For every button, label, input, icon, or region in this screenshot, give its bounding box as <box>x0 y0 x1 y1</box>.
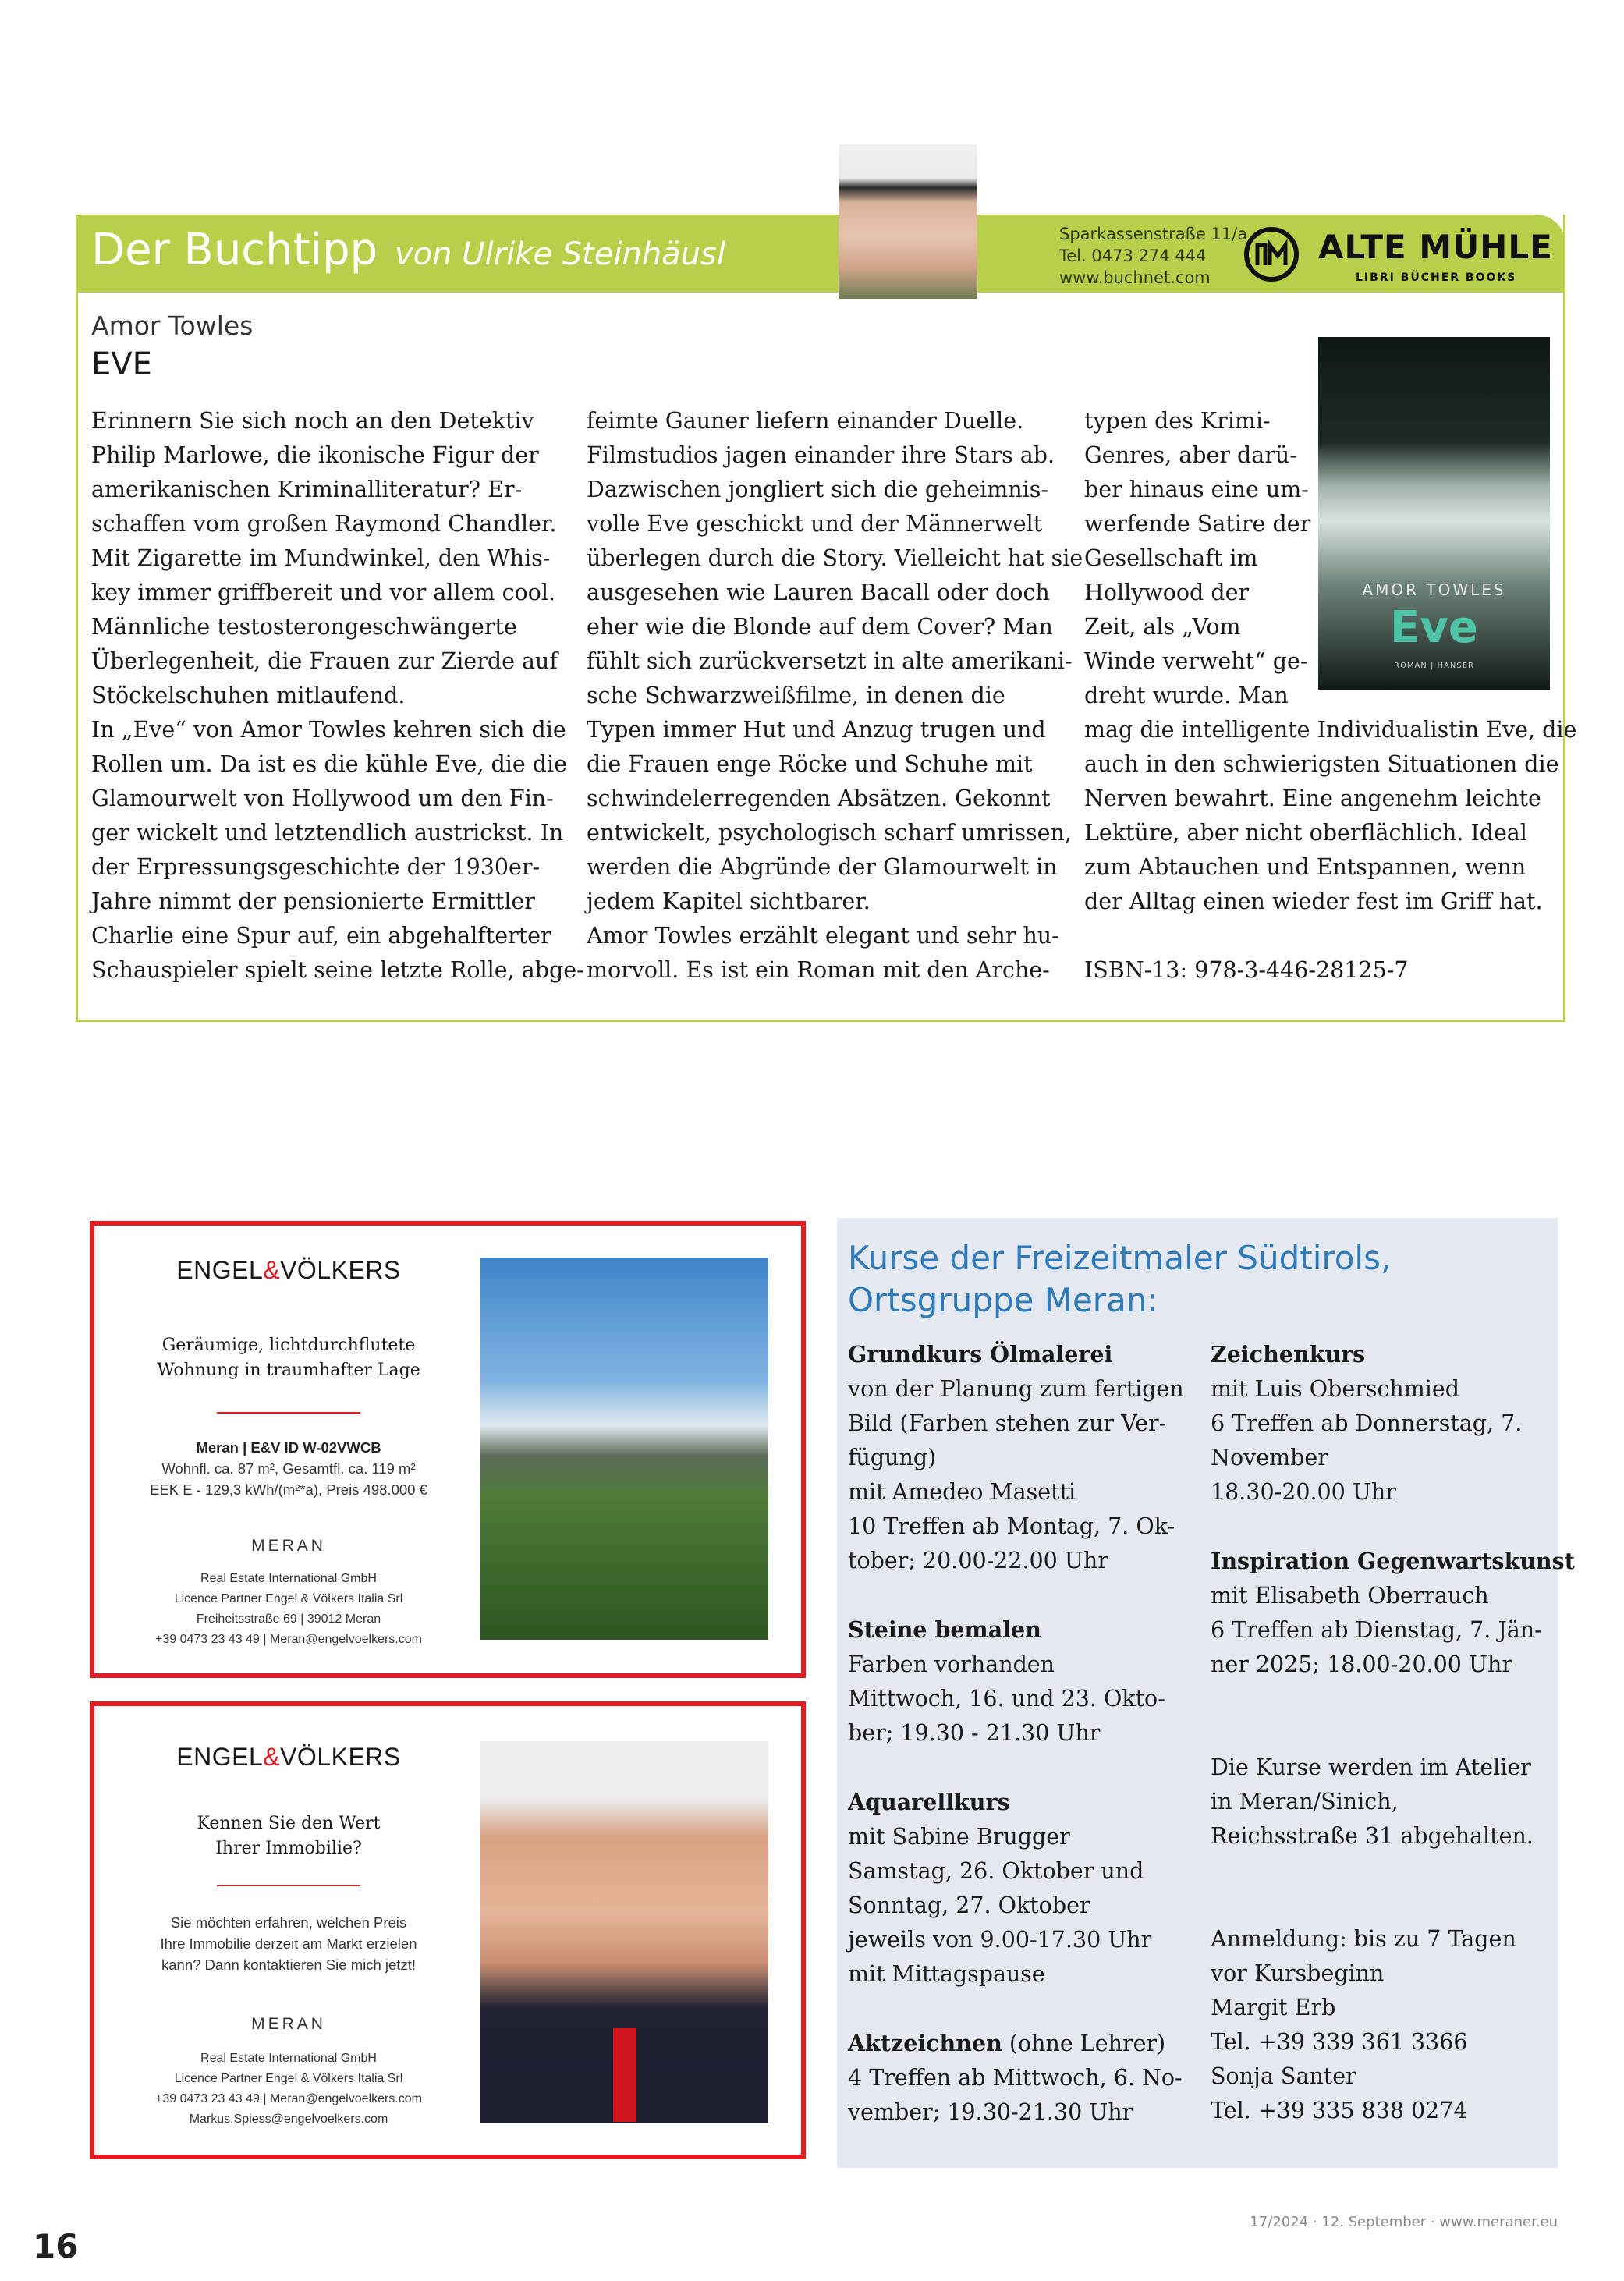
kurse-text: Reichsstraße 31 abgehalten. <box>1211 1823 1534 1849</box>
ad2-city: MERAN <box>251 2015 326 2033</box>
ad2-detail-line: kann? Dann kontaktieren Sie mich jetzt! <box>161 1956 416 1973</box>
review-line: key immer griffbereit und vor allem cool. <box>91 580 556 605</box>
cover-title: Eve <box>1390 602 1478 653</box>
kurse-line <box>1211 1613 1554 1648</box>
buchtipp-byline: von Ulrike Steinhäusl <box>395 236 725 272</box>
review-line: Dazwischen jongliert sich die geheimnis- <box>587 477 1049 502</box>
kurse-text: mit Amedeo Masetti <box>848 1479 1076 1505</box>
review-line: Männliche testosterongeschwängerte <box>91 614 517 640</box>
review-line: sche Schwarzweißfilme, in denen die <box>587 683 1005 708</box>
ad2-brand-b: VÖLKERS <box>280 1743 401 1771</box>
ad1-contact-line[interactable]: +39 0473 23 43 49 | Meran@engelvoelkers.com <box>155 1633 422 1646</box>
kurse-text: fügung) <box>848 1445 937 1470</box>
review-line: Amor Towles erzählt elegant und sehr hu- <box>587 923 1059 949</box>
kurse-text: 6 Treffen ab Dienstag, 7. Jän- <box>1211 1617 1542 1643</box>
kurse-line <box>1211 2059 1554 2094</box>
kurse-course-heading: Steine bemalen <box>848 1616 1041 1643</box>
cover-publisher: ROMAN | HANSER <box>1394 662 1474 670</box>
ad1-headline-line: Wohnung in traumhafter Lage <box>157 1360 420 1380</box>
review-line: werfende Satire der <box>1084 511 1311 537</box>
kurse-line <box>848 1716 1191 1751</box>
kurse-text: (ohne Lehrer) <box>1002 2031 1166 2056</box>
kurse-line <box>848 1889 1191 1923</box>
ad2-contact-line[interactable]: +39 0473 23 43 49 | Meran@engelvoelkers.com <box>155 2092 422 2105</box>
kurse-line <box>1211 2094 1554 2128</box>
kurse-column-1 <box>848 1337 1191 2130</box>
cover-author: AMOR TOWLES <box>1362 580 1506 599</box>
review-line: Philip Marlowe, die ikonische Figur der <box>91 442 539 468</box>
review-line: Rollen um. Da ist es die kühle Eve, die die <box>91 751 568 777</box>
kurse-line <box>848 2061 1191 2095</box>
kurse-text: Samstag, 26. Oktober und <box>848 1858 1144 1884</box>
kurse-text: jeweils von 9.00-17.30 Uhr <box>848 1927 1152 1953</box>
kurse-line <box>848 1785 1191 1820</box>
shop-subtitle: LIBRI BÜCHER BOOKS <box>1356 271 1517 284</box>
kurse-course-heading: Aktzeichnen <box>848 2030 1002 2056</box>
kurse-text: mit Mittagspause <box>848 1961 1045 1987</box>
review-line: Lektüre, aber nicht oberflächlich. Ideal <box>1084 820 1527 846</box>
review-column-2 <box>587 404 1083 988</box>
shop-address <box>1059 223 1247 289</box>
kurse-text: Sonntag, 27. Oktober <box>848 1893 1090 1918</box>
kurse-line <box>848 1612 1191 1648</box>
kurse-text: Margit Erb <box>1211 1995 1336 2020</box>
kurse-text: Tel. +39 339 361 3366 <box>1211 2029 1468 2055</box>
review-line: schwindelerregenden Absätzen. Gekonnt <box>587 786 1051 811</box>
review-line: Charlie eine Spur auf, ein abgehalfterter <box>91 923 551 949</box>
kurse-line <box>848 1648 1191 1682</box>
ad2-details <box>117 1912 460 1975</box>
kurse-line <box>1211 1819 1554 1854</box>
kurse-text: tober; 20.00-22.00 Uhr <box>848 1548 1108 1573</box>
ad1-contact-line: Freiheitsstraße 69 | 39012 Meran <box>196 1612 381 1626</box>
kurse-text: von der Planung zum fertigen <box>848 1376 1184 1402</box>
kurse-line <box>848 1854 1191 1889</box>
review-line: eher wie die Blonde auf dem Cover? Man <box>587 614 1053 640</box>
shop-street: Sparkassenstraße 11/a <box>1059 225 1248 243</box>
kurse-course-heading: Zeichenkurs <box>1211 1341 1366 1368</box>
ad2-detail-line: Ihre Immobilie derzeit am Markt erzielen <box>160 1935 417 1952</box>
kurse-line <box>848 1441 1191 1475</box>
kurse-text: Farben vorhanden <box>848 1651 1055 1677</box>
kurse-course-heading: Aquarellkurs <box>848 1789 1010 1815</box>
kurse-text: vor Kursbeginn <box>1211 1960 1385 1986</box>
review-line: werden die Abgründe der Glamourwelt in <box>587 854 1058 880</box>
review-line: fühlt sich zurückversetzt in alte amerikani- <box>587 648 1073 674</box>
kurse-line <box>1211 1648 1554 1682</box>
ad2-agent-tie <box>613 2028 636 2122</box>
review-line: Zeit, als „Vom <box>1084 614 1241 640</box>
review-line: feimte Gauner liefern einander Duelle. <box>587 408 1024 434</box>
ad2-headline-line: Ihrer Immobilie? <box>215 1839 362 1858</box>
review-line: ger wickelt und letztendlich austrickst. In <box>91 820 564 846</box>
ad2-headline <box>117 1811 460 1861</box>
shop-phone: Tel. 0473 274 444 <box>1059 247 1207 265</box>
kurse-text: mit Sabine Brugger <box>848 1824 1070 1850</box>
kurse-line <box>848 1407 1191 1441</box>
review-line: der Erpressungsgeschichte der 1930er- <box>91 854 541 880</box>
shop-name: ALTE MÜHLE <box>1318 228 1553 266</box>
kurse-text: Tel. +39 335 838 0274 <box>1211 2098 1468 2123</box>
ad1-brand-logo <box>117 1256 460 1285</box>
kurse-line <box>1211 1475 1554 1509</box>
ad1-listing-id: Meran | E&V ID W-02VWCB <box>196 1439 381 1456</box>
buchtipp-title <box>91 225 725 275</box>
kurse-line <box>848 1751 1191 1785</box>
ad2-divider <box>217 1885 360 1886</box>
page-number: 16 <box>33 2227 79 2265</box>
review-line: Gesellschaft im <box>1084 545 1258 571</box>
review-line: mag die intelligente Individualistin Eve, die <box>1084 717 1577 743</box>
kurse-line <box>1211 1751 1554 1785</box>
kurse-line <box>848 1337 1191 1372</box>
review-line: Hollywood der <box>1084 580 1250 605</box>
kurse-text: Anmeldung: bis zu 7 Tagen <box>1211 1926 1516 1952</box>
ad1-brand-a: ENGEL <box>176 1256 264 1284</box>
ad1-brand-amp: & <box>263 1256 281 1284</box>
kurse-course-heading: Grundkurs Ölmalerei <box>848 1341 1113 1368</box>
buchtipp-title-text: Der Buchtipp <box>91 225 378 275</box>
kurse-line <box>1211 1407 1554 1441</box>
ad1-landscape-photo <box>480 1258 768 1640</box>
kurse-line <box>848 1820 1191 1854</box>
kurse-line <box>848 1578 1191 1612</box>
kurse-line <box>848 1372 1191 1407</box>
review-line: dreht wurde. Man <box>1084 683 1289 708</box>
kurse-text: mit Elisabeth Oberrauch <box>1211 1583 1489 1609</box>
review-line: typen des Krimi- <box>1084 408 1271 434</box>
review-line: zum Abtauchen und Entspannen, wenn <box>1084 854 1526 880</box>
book-title: EVE <box>91 346 152 382</box>
kurse-line <box>1211 1888 1554 1922</box>
kurse-line <box>1211 1956 1554 1991</box>
book-isbn: ISBN-13: 978-3-446-28125-7 <box>1084 957 1409 983</box>
kurse-text: November <box>1211 1445 1328 1470</box>
ad1-contact <box>117 1569 460 1650</box>
kurse-text: Mittwoch, 16. und 23. Okto- <box>848 1686 1165 1712</box>
ad2-contact-line: Licence Partner Engel & Völkers Italia Srl <box>174 2072 403 2085</box>
review-line: ber hinaus eine um- <box>1084 477 1309 502</box>
ad1-headline-line: Geräumige, lichtdurchflutete <box>161 1336 416 1355</box>
kurse-line <box>848 1475 1191 1509</box>
review-line: Genres, aber darü- <box>1084 442 1297 468</box>
kurse-text: 10 Treffen ab Montag, 7. Ok- <box>848 1513 1175 1539</box>
ad2-detail-line: Sie möchten erfahren, welchen Preis <box>170 1914 407 1931</box>
ad2-contact-line[interactable]: Markus.Spiess@engelvoelkers.com <box>189 2112 388 2126</box>
kurse-line <box>1211 1579 1554 1613</box>
ad2-brand-a: ENGEL <box>176 1743 264 1771</box>
review-line: morvoll. Es ist ein Roman mit den Arche- <box>587 957 1050 983</box>
kurse-line <box>848 1957 1191 1992</box>
review-line: Glamourwelt von Hollywood um den Fin- <box>91 786 554 811</box>
kurse-line <box>1211 2025 1554 2059</box>
review-line: Winde verweht“ ge- <box>1084 648 1308 674</box>
kurse-text: mit Luis Oberschmied <box>1211 1376 1460 1402</box>
kurse-text: 18.30-20.00 Uhr <box>1211 1479 1396 1505</box>
kurse-title <box>848 1237 1391 1321</box>
kurse-text: Sonja Santer <box>1211 2063 1356 2089</box>
kurse-text: Die Kurse werden im Atelier <box>1211 1754 1531 1780</box>
kurse-line <box>1211 1509 1554 1544</box>
ad1-city: MERAN <box>251 1537 326 1555</box>
kurse-line <box>1211 1716 1554 1751</box>
shop-website[interactable]: www.buchnet.com <box>1059 268 1211 287</box>
kurse-line <box>1211 1372 1554 1407</box>
review-line: ausgesehen wie Lauren Bacall oder doch <box>587 580 1050 605</box>
kurse-text: ner 2025; 18.00-20.00 Uhr <box>1211 1651 1512 1677</box>
kurse-line <box>848 2095 1191 2130</box>
book-author: Amor Towles <box>91 310 254 341</box>
kurse-line <box>848 2026 1191 2061</box>
review-line: In „Eve“ von Amor Towles kehren sich die <box>91 717 566 743</box>
kurse-line <box>1211 1441 1554 1475</box>
kurse-line <box>1211 1785 1554 1819</box>
review-line: Filmstudios jagen einander ihre Stars ab. <box>587 442 1055 468</box>
kurse-line <box>1211 1854 1554 1888</box>
kurse-line <box>1211 1544 1575 1579</box>
ad2-contact <box>117 2049 460 2130</box>
kurse-line <box>848 1923 1191 1957</box>
kurse-text: 6 Treffen ab Donnerstag, 7. <box>1211 1410 1523 1436</box>
ad1-detail-line: Wohnfl. ca. 87 m², Gesamtfl. ca. 119 m² <box>161 1460 416 1477</box>
kurse-title-line: Ortsgruppe Meran: <box>848 1281 1158 1319</box>
review-line: Mit Zigarette im Mundwinkel, den Whis- <box>91 545 551 571</box>
kurse-text: ber; 19.30 - 21.30 Uhr <box>848 1720 1101 1746</box>
kurse-text: 4 Treffen ab Mittwoch, 6. No- <box>848 2065 1183 2091</box>
footer-issue-info: 17/2024 · 12. September · www.meraner.eu <box>1250 2214 1558 2230</box>
review-line: Typen immer Hut und Anzug trugen und <box>587 717 1046 743</box>
ad1-details <box>117 1437 460 1500</box>
ad1-headline <box>117 1333 460 1383</box>
kurse-line <box>1211 1682 1554 1716</box>
review-line: Schauspieler spielt seine letzte Rolle, abge- <box>91 957 584 983</box>
review-line: schaffen vom großen Raymond Chandler. <box>91 511 557 537</box>
kurse-line <box>1211 1991 1554 2025</box>
reviewer-photo <box>839 144 977 299</box>
review-line: amerikanischen Kriminalliteratur? Er- <box>91 477 523 502</box>
review-line: Überlegenheit, die Frauen zur Zierde auf <box>91 648 558 674</box>
ad1-detail-line: EEK E - 129,3 kWh/(m²*a), Preis 498.000 € <box>150 1481 427 1498</box>
kurse-line <box>1211 1337 1554 1372</box>
review-line: entwickelt, psychologisch scharf umrissen, <box>587 820 1072 846</box>
review-line: jedem Kapitel sichtbarer. <box>587 889 871 914</box>
kurse-line <box>848 1682 1191 1716</box>
ad1-contact-line: Licence Partner Engel & Völkers Italia Srl <box>174 1592 403 1605</box>
kurse-title-line: Kurse der Freizeitmaler Südtirols, <box>848 1239 1392 1277</box>
kurse-text: in Meran/Sinich, <box>1211 1789 1399 1815</box>
review-line: der Alltag einen wieder fest im Griff hat. <box>1084 889 1543 914</box>
review-line: Erinnern Sie sich noch an den Detektiv <box>91 408 534 434</box>
review-line: volle Eve geschickt und der Männerwelt <box>587 511 1043 537</box>
review-line: die Frauen enge Röcke und Schuhe mit <box>587 751 1033 777</box>
kurse-line <box>848 1992 1191 2026</box>
kurse-line <box>848 1509 1191 1544</box>
kurse-text: Bild (Farben stehen zur Ver- <box>848 1410 1167 1436</box>
review-line: auch in den schwierigsten Situationen die <box>1084 751 1559 777</box>
review-line: überlegen durch die Story. Vielleicht hat sie <box>587 545 1083 571</box>
kurse-line <box>848 1544 1191 1578</box>
ad1-contact-line: Real Estate International GmbH <box>200 1572 377 1585</box>
ad1-brand-b: VÖLKERS <box>280 1256 401 1284</box>
review-line: Nerven bewahrt. Eine angenehm leichte <box>1084 786 1541 811</box>
kurse-column-2 <box>1211 1337 1575 2128</box>
ad2-contact-line: Real Estate International GmbH <box>200 2052 377 2065</box>
ad2-headline-line: Kennen Sie den Wert <box>197 1814 381 1833</box>
review-column-1 <box>91 404 584 988</box>
review-line: Jahre nimmt der pensionierte Ermittler <box>91 889 535 914</box>
kurse-text: vember; 19.30-21.30 Uhr <box>848 2099 1133 2125</box>
review-line: Stöckelschuhen mitlaufend. <box>91 683 406 708</box>
kurse-line <box>1211 1922 1554 1956</box>
ad1-divider <box>217 1412 360 1414</box>
ad2-brand-amp: & <box>263 1743 281 1771</box>
ad2-brand-logo <box>117 1743 460 1772</box>
kurse-course-heading: Inspiration Gegenwartskunst <box>1211 1548 1575 1574</box>
